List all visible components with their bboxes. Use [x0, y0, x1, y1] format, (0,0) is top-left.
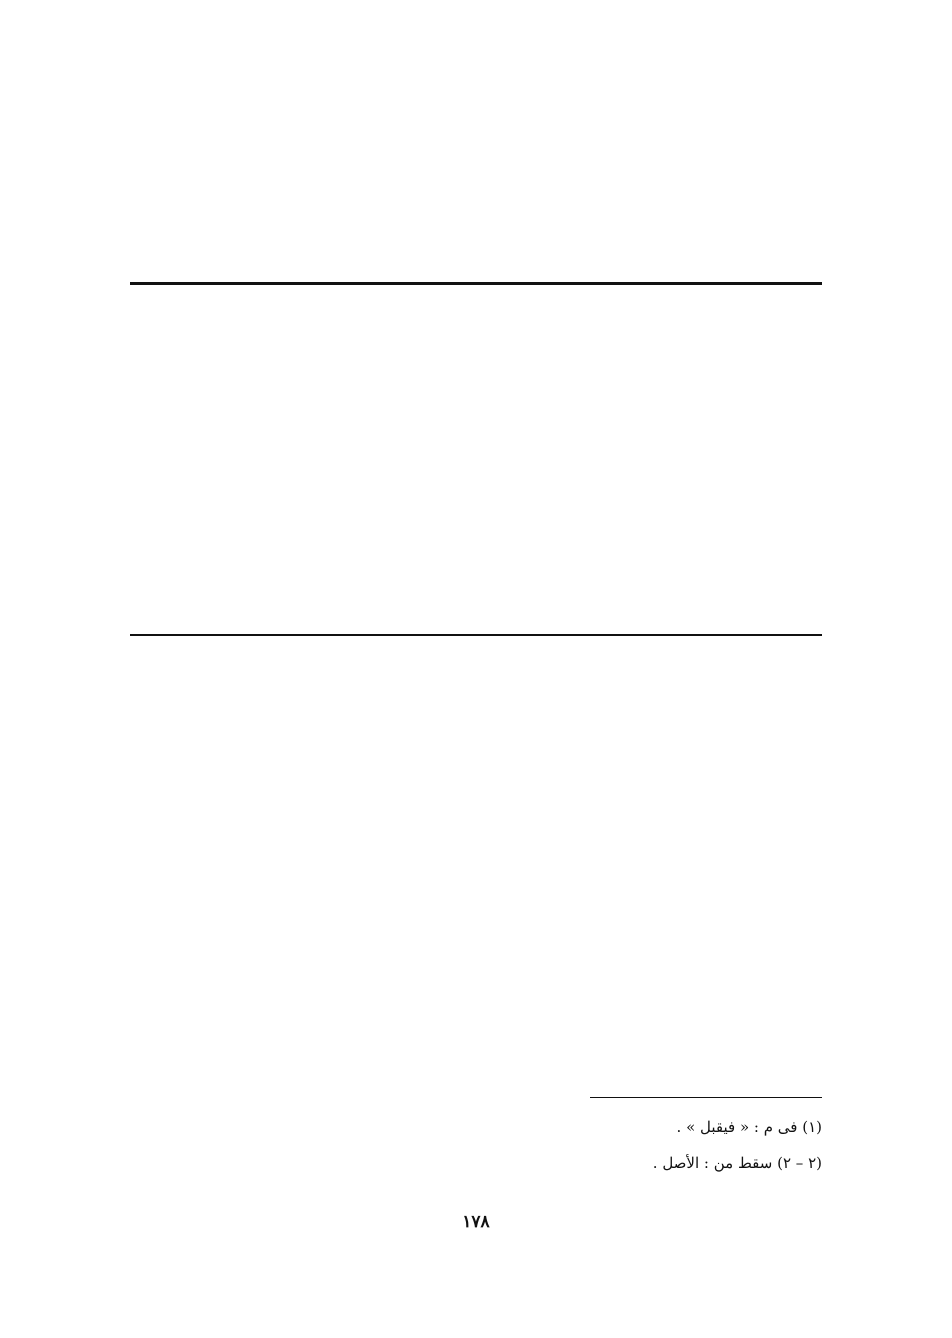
footnote-2: (٢ – ٢) سقط من : الأصل . [652, 1154, 822, 1172]
footnote-1: (١) فى م : « فيقبل » . [676, 1118, 822, 1136]
page-number: ١٧٨ [462, 1212, 490, 1232]
section-divider-muqni [130, 282, 822, 285]
section-divider-sharh [130, 634, 822, 636]
footnote-rule [590, 1097, 822, 1098]
